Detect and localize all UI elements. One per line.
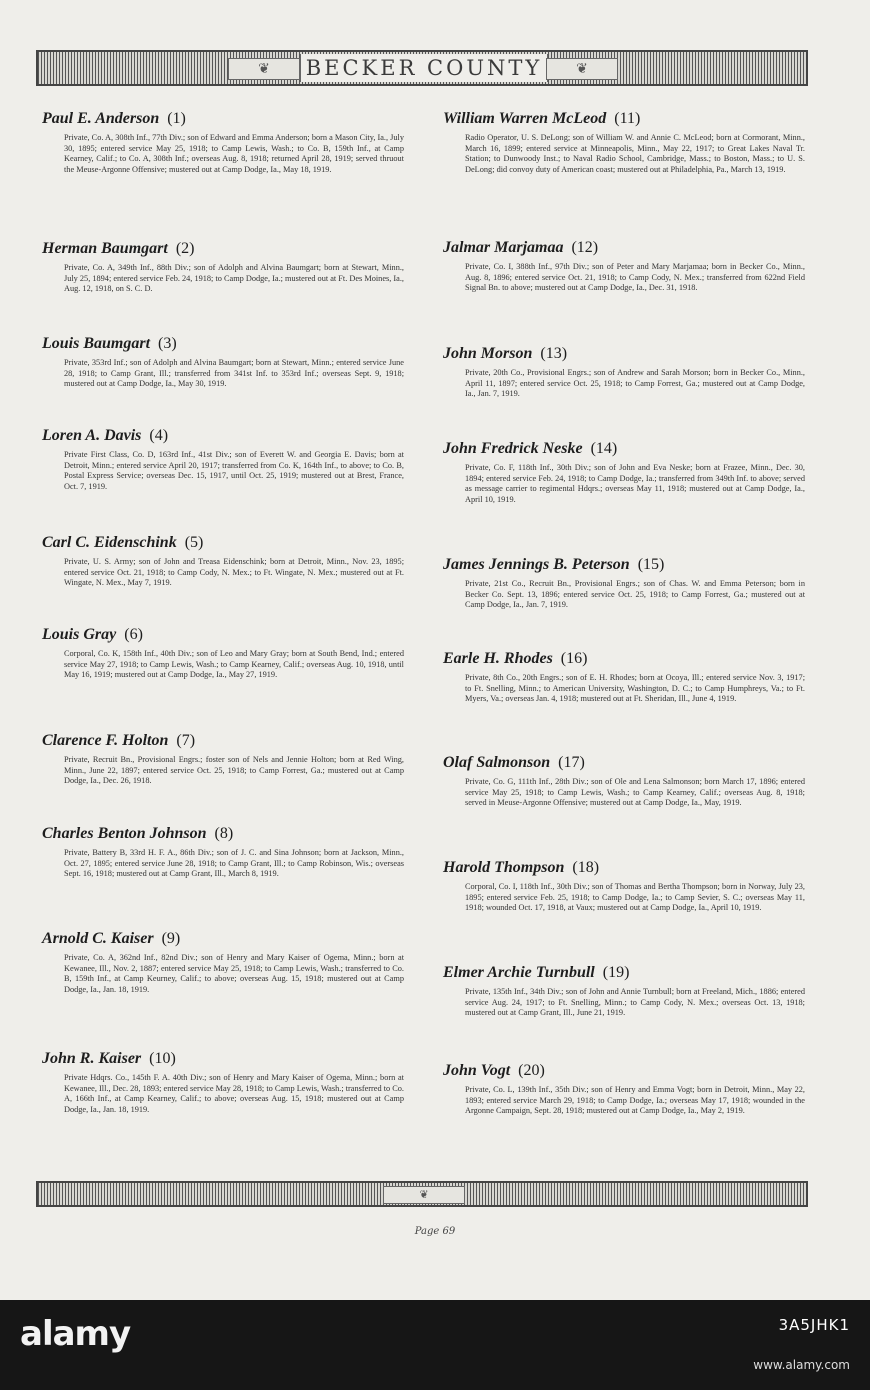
entry-name: Jalmar Marjamaa: [443, 239, 564, 256]
entry-number: (10): [149, 1050, 176, 1067]
entry-right-11: [443, 108, 808, 175]
entry-right-17: [443, 752, 808, 809]
entry-number: (9): [161, 930, 181, 947]
entry-name: John Vogt: [443, 1062, 511, 1079]
entry-name: Olaf Salmonson: [443, 754, 551, 771]
entry-right-15: [443, 554, 808, 611]
entry-body: Private, 8th Co., 20th Engrs.; son of E. H. Rhodes; born at Ocoya, Ill.; entered service Nov. 3, 1917; to Ft. Snelling, Minn.; to American University, Washington, D. C.; to Camp Humphreys, Va.; to Ft. Myers, Va.; overseas Jan. 4, 1918; mustered out at Ft. Sheridan, Ill., June 4, 1919.: [465, 673, 805, 703]
entry-left-4: [42, 425, 407, 492]
entry-name: Louis Baumgart: [42, 335, 151, 352]
entry-name: James Jennings B. Peterson: [443, 556, 630, 573]
entry-number: (15): [637, 556, 665, 573]
entry-body: Private, Co. A, 308th Inf., 77th Div.; son of Edward and Emma Anderson; born a Mason City, Ia., July 30, 1895; entered service May 25, 1918; to Camp Lewis, Wash.; to Co. B, 159th Inf., at Camp Kearney, Calif.; to Co. A, 308th Inf.; overseas Aug. 8, 1918; returned April 28, 1919; served thruout the Meuse-Argonne Offensive; mustered out at Camp Dodge, Ia., May 18, 1919.: [64, 133, 404, 174]
entry-left-5: [42, 532, 407, 589]
entry-body: Private, 21st Co., Recruit Bn., Provisional Engrs.; son of Chas. W. and Emma Peterson; born in Becker Co. Sept. 13, 1896; entered service Oct. 25, 1918; to Camp Forrest, Ga.; mustered out at Camp Dodge, Ia., Jan. 7, 1919.: [465, 579, 805, 609]
entry-name: William Warren McLeod: [443, 110, 607, 127]
entry-name: Paul E. Anderson: [42, 110, 160, 127]
entry-right-18: [443, 857, 808, 914]
entry-number: (16): [560, 650, 588, 667]
entry-number: (13): [540, 345, 568, 362]
entry-name: Clarence F. Holton: [42, 732, 169, 749]
entry-number: (2): [175, 240, 195, 257]
entry-name: Arnold C. Kaiser: [42, 930, 154, 947]
entry-left-7: [42, 730, 407, 787]
entry-number: (4): [149, 427, 169, 444]
entry-body: Private, U. S. Army; son of John and Treasa Eidenschink; born at Detroit, Minn., Nov. 23, 1895; entered service Oct. 21, 1918; to Camp Cody, N. Mex.; to Ft. Wingate, N. Mex.; mustered out at Ft. Wingate, N. Mex., May 7, 1919.: [64, 557, 404, 587]
entry-number: (18): [572, 859, 600, 876]
entry-name: John Fredrick Neske: [443, 440, 583, 457]
entry-number: (14): [590, 440, 618, 457]
page-number: Page 69: [414, 1226, 456, 1237]
entry-name: John Morson: [443, 345, 533, 362]
entry-name: Carl C. Eidenschink: [42, 534, 177, 551]
entry-number: (20): [518, 1062, 545, 1079]
entry-right-19: [443, 962, 808, 1019]
entry-body: Private, Battery B, 33rd H. F. A., 86th Div.; son of J. C. and Sina Johnson; born at Jackson, Minn., Oct. 27, 1895; entered service June 28, 1918; to Camp Grant, Ill.; to Camp Robinson, Wis.; overseas Sept. 16, 1918; mustered out at Camp Grant, Ill., March 8, 1919.: [64, 848, 404, 878]
entry-number: (11): [614, 110, 641, 127]
entry-number: (12): [571, 239, 599, 256]
left-ornament-icon: ❦: [228, 58, 300, 80]
footer-border: [36, 1181, 808, 1207]
entry-number: (8): [214, 825, 234, 842]
entry-body: Private, 20th Co., Provisional Engrs.; son of Andrew and Sarah Morson; born in Becker Co., Minn., April 11, 1897; entered service Oct. 25, 1918; to Camp Forrest, Ga.; mustered out at Camp Dodge, Ia., Jan. 7, 1919.: [465, 368, 805, 398]
watermark-site: www.alamy.com: [753, 1358, 850, 1372]
entry-body: Corporal, Co. I, 118th Inf., 30th Div.; son of Thomas and Bertha Thompson; born in Norway, July 23, 1895; entered service Feb. 25, 1918; to Camp Dodge, Ia.; to Camp Sevier, S. C.; overseas May 11, 1918; wounded Oct. 17, 1918, at Vaux; mustered out at Camp Dodge, Ia., April 10, 1919.: [465, 882, 805, 912]
entry-left-8: [42, 823, 407, 880]
entry-body: Private, Recruit Bn., Provisional Engrs.; foster son of Nels and Jennie Holton; born at Red Wing, Minn., June 22, 1897; entered service Oct. 25, 1918; to Camp Forrest, Ga.; mustered out at Camp Dodge, Ia., Dec. 26, 1918.: [64, 755, 404, 785]
entry-body: Radio Operator, U. S. DeLong; son of William W. and Annie C. McLeod; born at Cormorant, Minn., March 16, 1899; entered service at Minneapolis, Minn., May 22, 1917; to Great Lakes Naval Tr. Station; to Dunwoody Inst.; to Naval Radio School, Cambridge, Mass.; to Boston, Mass.; to U. S. DeLong; did convoy duty of American coast; mustered out at Philadelphia, Pa., March 13, 1919.: [465, 133, 805, 174]
entry-left-10: [42, 1048, 407, 1115]
entry-left-3: [42, 333, 407, 390]
entry-body: Private, Co. I, 388th Inf., 97th Div.; son of Peter and Mary Marjamaa; born in Becker Co., Minn., Aug. 8, 1896; entered service Oct. 21, 1918; to Camp Cody, N. Mex.; transferred from 622nd Field Signal Bn. to above; mustered out at Camp Dodge, Ia., Dec. 31, 1918.: [465, 262, 805, 292]
entry-number: (6): [124, 626, 143, 643]
entry-body: Private, 135th Inf., 34th Div.; son of John and Annie Turnbull; born at Freeland, Mich., 1886; entered service Aug. 24, 1917; to Ft. Snelling, Minn.; to Camp Cody, N. Mex.; overseas Oct. 13, 1918; mustered out at Camp Grant, Ill., June 21, 1919.: [465, 987, 805, 1017]
county-banner: [36, 50, 808, 86]
entry-name: Herman Baumgart: [42, 240, 168, 257]
entry-right-13: [443, 343, 808, 400]
entry-number: (17): [558, 754, 585, 771]
entry-right-16: [443, 648, 808, 705]
entry-number: (1): [167, 110, 186, 127]
entry-body: Private First Class, Co. D, 163rd Inf., 41st Div.; son of Everett W. and Georgia E. Davis; born at Detroit, Minn.; entered service April 20, 1917; transferred from Co. K, 164th Inf., to above; to Co. B, Postal Express Service; overseas Dec. 15, 1917, until Oct. 25, 1919; mustered out at Brest, France, Oct. 7, 1919.: [64, 450, 404, 491]
entry-number: (3): [158, 335, 177, 352]
entry-body: Private Hdqrs. Co., 145th F. A. 40th Div.; son of Henry and Mary Kaiser of Ogema, Minn.; born at Kewanee, Ill., Dec. 28, 1893; entered service May 28, 1918; to Camp Lewis, Wash.; transferred to Co. A, 166th Inf., at Camp Kearney, Calif.; to above; overseas Aug. 15, 1918; mustered out at Camp Dodge, Ia., Jan. 18, 1919.: [64, 1073, 404, 1114]
entry-right-14: [443, 438, 808, 505]
entry-name: Louis Gray: [42, 626, 117, 643]
entry-left-6: [42, 624, 407, 681]
entry-body: Private, Co. A, 362nd Inf., 82nd Div.; son of Henry and Mary Kaiser of Ogema, Minn.; born at Kewanee, Ill., Nov. 2, 1887; entered service May 25, 1918; to Camp Lewis, Wash.; transferred to Co. B, 159th Inf., at Camp Keurney, Calif.; to above; overseas Aug. 15, 1918; mustered out at Camp Dodge, Ia., Jan. 18, 1919.: [64, 953, 404, 994]
entry-right-12: [443, 237, 808, 294]
watermark-logo: alamy: [20, 1314, 131, 1354]
entry-number: (7): [176, 732, 196, 749]
footer-ornament-icon: ❦: [383, 1186, 465, 1204]
entry-right-20: [443, 1060, 808, 1117]
watermark-bar: [0, 1300, 870, 1390]
page-title: BECKER COUNTY: [300, 54, 548, 82]
image-id: 3A5JHK1: [778, 1316, 850, 1334]
entry-left-9: [42, 928, 407, 995]
entry-left-1: [42, 108, 407, 175]
entry-body: Private, Co. A, 349th Inf., 88th Div.; son of Adolph and Alvina Baumgart; born at Stewart, Minn., July 25, 1894; entered service Feb. 24, 1918; to Camp Dodge, Ia.; mustered out at Ft. Des Moines, Ia., Aug. 12, 1918, on S. C. D.: [64, 263, 404, 293]
entry-name: John R. Kaiser: [42, 1050, 142, 1067]
entry-name: Loren A. Davis: [42, 427, 142, 444]
entry-body: Private, 353rd Inf.; son of Adolph and Alvina Baumgart; born at Stewart, Minn.; entered service June 28, 1918; to Camp Grant, Ill.; transferred from 341st Inf. to 353rd Inf.; overseas Sept. 9, 1918; mustered out at Camp Dodge, Ia., May 30, 1919.: [64, 358, 404, 388]
entry-name: Harold Thompson: [443, 859, 565, 876]
entry-body: Corporal, Co. K, 158th Inf., 40th Div.; son of Leo and Mary Gray; born at South Bend, Ind.; entered service May 27, 1918; to Camp Lewis, Wash.; to Camp Kearney, Calif.; overseas Aug. 10, 1918, until May 16, 1919; mustered out at Camp Dodge, Ia., May 27, 1919.: [64, 649, 404, 679]
entry-name: Charles Benton Johnson: [42, 825, 207, 842]
entry-body: Private, Co. G, 111th Inf., 28th Div.; son of Ole and Lena Salmonson; born March 17, 1896; entered service May 25, 1918; to Camp Lewis, Wash.; to Camp Kearney, Calif.; overseas Aug. 8, 1918; served in Meuse-Argonne Offensive; mustered out at Camp Dodge, Ia., May, 1919.: [465, 777, 805, 807]
entry-name: Elmer Archie Turnbull: [443, 964, 595, 981]
entry-body: Private, Co. L, 139th Inf., 35th Div.; son of Henry and Emma Vogt; born in Detroit, Minn., May 22, 1893; entered service March 29, 1918; to Camp Dodge, Ia.; overseas May 17, 1918; wounded in the Argonne Campaign, Sept. 28, 1918; mustered out at Camp Dodge, Ia., May 2, 1919.: [465, 1085, 805, 1115]
entry-number: (5): [184, 534, 204, 551]
entry-number: (19): [602, 964, 630, 981]
right-ornament-icon: ❦: [546, 58, 618, 80]
entry-body: Private, Co. F, 118th Inf., 30th Div.; son of John and Eva Neske; born at Frazee, Minn., Dec. 30, 1894; entered service Feb. 24, 1918; to Camp Dodge, Ia.; transferred from 349th Inf. to above; served as message carrier to regimental Hdqrs.; overseas May 11, 1918; mustered out at Camp Dodge, Ia., April 10, 1919.: [465, 463, 805, 504]
entry-left-2: [42, 238, 407, 295]
entry-name: Earle H. Rhodes: [443, 650, 553, 667]
